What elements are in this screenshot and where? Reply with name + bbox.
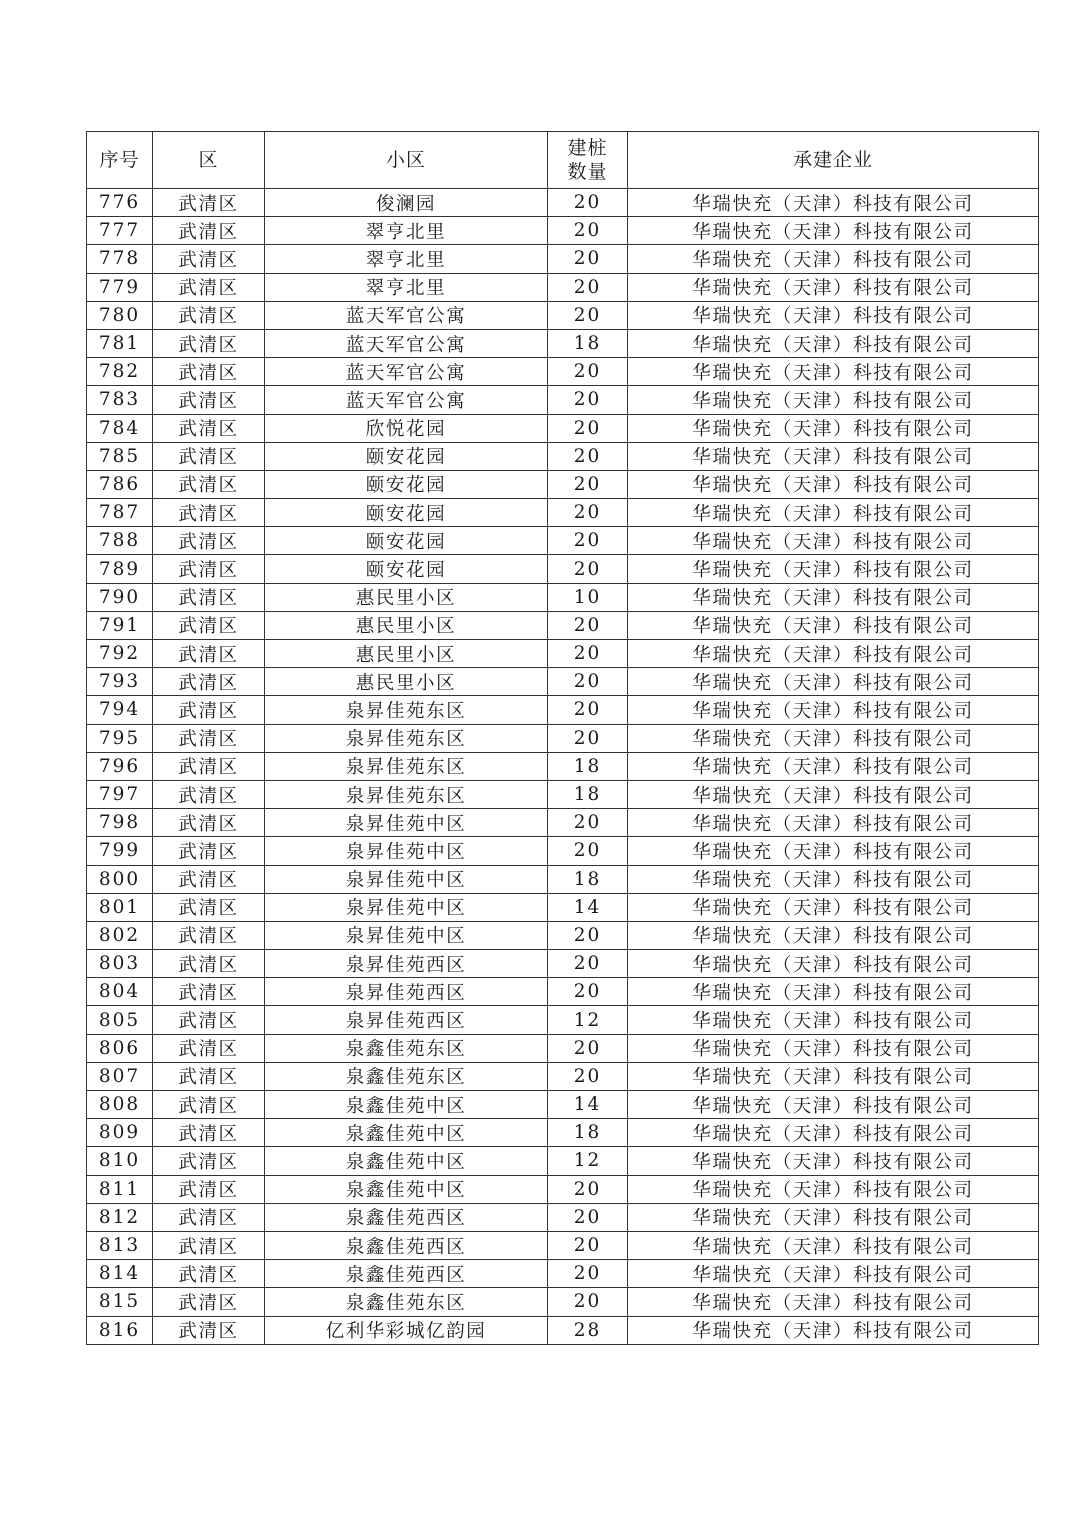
cell-company: 华瑞快充（天津）科技有限公司 [628, 1175, 1039, 1203]
cell-district: 武清区 [153, 189, 265, 217]
cell-piles: 20 [548, 1260, 628, 1288]
cell-seq: 784 [87, 414, 153, 442]
cell-company: 华瑞快充（天津）科技有限公司 [628, 555, 1039, 583]
cell-company: 华瑞快充（天津）科技有限公司 [628, 273, 1039, 301]
cell-district: 武清区 [153, 780, 265, 808]
cell-district: 武清区 [153, 893, 265, 921]
cell-company: 华瑞快充（天津）科技有限公司 [628, 1062, 1039, 1090]
cell-community: 颐安花园 [265, 470, 548, 498]
table-row [87, 442, 1039, 470]
table-row [87, 950, 1039, 978]
cell-piles: 20 [548, 499, 628, 527]
cell-piles: 20 [548, 386, 628, 414]
header-piles-line1: 建桩 [567, 137, 608, 159]
cell-piles: 20 [548, 921, 628, 949]
table-row [87, 189, 1039, 217]
cell-community: 泉鑫佳苑中区 [265, 1119, 548, 1147]
cell-company: 华瑞快充（天津）科技有限公司 [628, 414, 1039, 442]
cell-community: 蓝天军官公寓 [265, 329, 548, 357]
table-row [87, 1203, 1039, 1231]
cell-seq: 811 [87, 1175, 153, 1203]
cell-company: 华瑞快充（天津）科技有限公司 [628, 950, 1039, 978]
table-row [87, 555, 1039, 583]
cell-community: 惠民里小区 [265, 640, 548, 668]
cell-piles: 20 [548, 1034, 628, 1062]
cell-community: 泉昇佳苑西区 [265, 950, 548, 978]
cell-community: 泉鑫佳苑东区 [265, 1034, 548, 1062]
cell-seq: 780 [87, 301, 153, 329]
cell-community: 泉昇佳苑中区 [265, 809, 548, 837]
cell-company: 华瑞快充（天津）科技有限公司 [628, 780, 1039, 808]
cell-company: 华瑞快充（天津）科技有限公司 [628, 809, 1039, 837]
cell-district: 武清区 [153, 555, 265, 583]
cell-community: 泉昇佳苑中区 [265, 921, 548, 949]
cell-community: 泉昇佳苑中区 [265, 893, 548, 921]
cell-piles: 14 [548, 1091, 628, 1119]
cell-piles: 20 [548, 414, 628, 442]
cell-seq: 808 [87, 1091, 153, 1119]
cell-piles: 20 [548, 358, 628, 386]
cell-seq: 794 [87, 696, 153, 724]
cell-district: 武清区 [153, 668, 265, 696]
table-row [87, 1260, 1039, 1288]
table-row [87, 640, 1039, 668]
table-row [87, 1175, 1039, 1203]
cell-district: 武清区 [153, 273, 265, 301]
table-row [87, 329, 1039, 357]
cell-district: 武清区 [153, 1034, 265, 1062]
cell-seq: 806 [87, 1034, 153, 1062]
table-row [87, 1316, 1039, 1344]
cell-district: 武清区 [153, 442, 265, 470]
table-row [87, 1119, 1039, 1147]
table-row [87, 724, 1039, 752]
cell-company: 华瑞快充（天津）科技有限公司 [628, 837, 1039, 865]
cell-district: 武清区 [153, 329, 265, 357]
cell-district: 武清区 [153, 1091, 265, 1119]
cell-company: 华瑞快充（天津）科技有限公司 [628, 1260, 1039, 1288]
cell-community: 泉鑫佳苑东区 [265, 1062, 548, 1090]
cell-seq: 786 [87, 470, 153, 498]
cell-seq: 803 [87, 950, 153, 978]
cell-district: 武清区 [153, 499, 265, 527]
cell-district: 武清区 [153, 921, 265, 949]
cell-district: 武清区 [153, 640, 265, 668]
cell-seq: 812 [87, 1203, 153, 1231]
cell-district: 武清区 [153, 1231, 265, 1259]
cell-seq: 791 [87, 611, 153, 639]
cell-community: 俊澜园 [265, 189, 548, 217]
cell-district: 武清区 [153, 245, 265, 273]
cell-piles: 20 [548, 527, 628, 555]
cell-seq: 783 [87, 386, 153, 414]
cell-seq: 792 [87, 640, 153, 668]
cell-piles: 14 [548, 893, 628, 921]
cell-community: 泉昇佳苑东区 [265, 696, 548, 724]
cell-company: 华瑞快充（天津）科技有限公司 [628, 1316, 1039, 1344]
cell-district: 武清区 [153, 1147, 265, 1175]
cell-seq: 787 [87, 499, 153, 527]
cell-piles: 20 [548, 1231, 628, 1259]
cell-piles: 20 [548, 668, 628, 696]
table-row [87, 865, 1039, 893]
cell-district: 武清区 [153, 1175, 265, 1203]
table-row [87, 696, 1039, 724]
cell-district: 武清区 [153, 1119, 265, 1147]
table-row [87, 499, 1039, 527]
cell-piles: 20 [548, 301, 628, 329]
table-row [87, 1147, 1039, 1175]
cell-company: 华瑞快充（天津）科技有限公司 [628, 978, 1039, 1006]
table-row [87, 245, 1039, 273]
cell-piles: 20 [548, 611, 628, 639]
table-row [87, 414, 1039, 442]
cell-district: 武清区 [153, 978, 265, 1006]
header-seq: 序号 [87, 132, 153, 189]
table-row [87, 386, 1039, 414]
cell-company: 华瑞快充（天津）科技有限公司 [628, 329, 1039, 357]
cell-community: 泉昇佳苑西区 [265, 1006, 548, 1034]
cell-piles: 20 [548, 470, 628, 498]
cell-community: 泉昇佳苑中区 [265, 837, 548, 865]
table-row [87, 1091, 1039, 1119]
cell-piles: 20 [548, 978, 628, 1006]
cell-district: 武清区 [153, 1062, 265, 1090]
cell-district: 武清区 [153, 1203, 265, 1231]
cell-community: 蓝天军官公寓 [265, 301, 548, 329]
cell-seq: 785 [87, 442, 153, 470]
cell-company: 华瑞快充（天津）科技有限公司 [628, 1288, 1039, 1316]
cell-seq: 782 [87, 358, 153, 386]
cell-district: 武清区 [153, 950, 265, 978]
cell-community: 惠民里小区 [265, 668, 548, 696]
cell-company: 华瑞快充（天津）科技有限公司 [628, 1119, 1039, 1147]
cell-piles: 12 [548, 1147, 628, 1175]
cell-community: 泉鑫佳苑西区 [265, 1231, 548, 1259]
cell-company: 华瑞快充（天津）科技有限公司 [628, 1034, 1039, 1062]
cell-company: 华瑞快充（天津）科技有限公司 [628, 893, 1039, 921]
cell-piles: 18 [548, 329, 628, 357]
cell-district: 武清区 [153, 527, 265, 555]
cell-seq: 781 [87, 329, 153, 357]
table-row [87, 1231, 1039, 1259]
header-piles [548, 132, 628, 189]
cell-community: 亿利华彩城亿韵园 [265, 1316, 548, 1344]
cell-company: 华瑞快充（天津）科技有限公司 [628, 358, 1039, 386]
cell-company: 华瑞快充（天津）科技有限公司 [628, 217, 1039, 245]
charging-pile-table [86, 131, 1039, 1345]
table-row [87, 809, 1039, 837]
cell-district: 武清区 [153, 865, 265, 893]
table-header [87, 132, 1039, 189]
cell-company: 华瑞快充（天津）科技有限公司 [628, 1147, 1039, 1175]
cell-community: 泉鑫佳苑中区 [265, 1175, 548, 1203]
cell-district: 武清区 [153, 724, 265, 752]
cell-seq: 805 [87, 1006, 153, 1034]
cell-piles: 18 [548, 865, 628, 893]
cell-company: 华瑞快充（天津）科技有限公司 [628, 1203, 1039, 1231]
cell-community: 翠亨北里 [265, 273, 548, 301]
table-row [87, 301, 1039, 329]
cell-piles: 20 [548, 809, 628, 837]
cell-community: 泉鑫佳苑西区 [265, 1203, 548, 1231]
cell-company: 华瑞快充（天津）科技有限公司 [628, 442, 1039, 470]
table-row [87, 1034, 1039, 1062]
table-row [87, 893, 1039, 921]
table-row [87, 837, 1039, 865]
cell-piles: 20 [548, 1175, 628, 1203]
cell-piles: 20 [548, 640, 628, 668]
cell-district: 武清区 [153, 217, 265, 245]
cell-piles: 20 [548, 189, 628, 217]
table-body [87, 189, 1039, 1345]
cell-company: 华瑞快充（天津）科技有限公司 [628, 470, 1039, 498]
cell-seq: 801 [87, 893, 153, 921]
cell-district: 武清区 [153, 1316, 265, 1344]
cell-community: 泉昇佳苑东区 [265, 780, 548, 808]
cell-company: 华瑞快充（天津）科技有限公司 [628, 583, 1039, 611]
cell-district: 武清区 [153, 837, 265, 865]
cell-company: 华瑞快充（天津）科技有限公司 [628, 245, 1039, 273]
cell-seq: 798 [87, 809, 153, 837]
cell-seq: 809 [87, 1119, 153, 1147]
cell-piles: 20 [548, 837, 628, 865]
cell-piles: 28 [548, 1316, 628, 1344]
cell-district: 武清区 [153, 809, 265, 837]
cell-district: 武清区 [153, 752, 265, 780]
cell-seq: 810 [87, 1147, 153, 1175]
cell-seq: 793 [87, 668, 153, 696]
cell-district: 武清区 [153, 386, 265, 414]
table-row [87, 273, 1039, 301]
cell-community: 泉鑫佳苑东区 [265, 1288, 548, 1316]
cell-community: 惠民里小区 [265, 583, 548, 611]
cell-district: 武清区 [153, 301, 265, 329]
table-row [87, 358, 1039, 386]
cell-company: 华瑞快充（天津）科技有限公司 [628, 640, 1039, 668]
cell-piles: 12 [548, 1006, 628, 1034]
header-piles-line2: 数量 [567, 161, 608, 183]
cell-seq: 779 [87, 273, 153, 301]
cell-piles: 20 [548, 1203, 628, 1231]
cell-piles: 18 [548, 1119, 628, 1147]
cell-piles: 20 [548, 950, 628, 978]
table-row [87, 978, 1039, 1006]
header-row [87, 132, 1039, 189]
cell-seq: 777 [87, 217, 153, 245]
cell-seq: 807 [87, 1062, 153, 1090]
header-community: 小区 [265, 132, 548, 189]
cell-seq: 804 [87, 978, 153, 1006]
cell-community: 翠亨北里 [265, 245, 548, 273]
cell-piles: 20 [548, 1062, 628, 1090]
cell-company: 华瑞快充（天津）科技有限公司 [628, 189, 1039, 217]
cell-company: 华瑞快充（天津）科技有限公司 [628, 1231, 1039, 1259]
cell-community: 泉昇佳苑东区 [265, 752, 548, 780]
cell-district: 武清区 [153, 470, 265, 498]
table-row [87, 583, 1039, 611]
cell-piles: 18 [548, 780, 628, 808]
cell-seq: 802 [87, 921, 153, 949]
cell-community: 欣悦花园 [265, 414, 548, 442]
cell-district: 武清区 [153, 611, 265, 639]
cell-seq: 800 [87, 865, 153, 893]
cell-piles: 20 [548, 245, 628, 273]
cell-community: 泉鑫佳苑中区 [265, 1091, 548, 1119]
cell-district: 武清区 [153, 583, 265, 611]
table-row [87, 611, 1039, 639]
cell-seq: 790 [87, 583, 153, 611]
header-district: 区 [153, 132, 265, 189]
cell-company: 华瑞快充（天津）科技有限公司 [628, 724, 1039, 752]
cell-company: 华瑞快充（天津）科技有限公司 [628, 499, 1039, 527]
cell-seq: 776 [87, 189, 153, 217]
cell-community: 蓝天军官公寓 [265, 386, 548, 414]
cell-community: 惠民里小区 [265, 611, 548, 639]
table-row [87, 780, 1039, 808]
cell-community: 泉鑫佳苑中区 [265, 1147, 548, 1175]
table-row [87, 752, 1039, 780]
cell-community: 颐安花园 [265, 442, 548, 470]
cell-seq: 796 [87, 752, 153, 780]
cell-community: 颐安花园 [265, 499, 548, 527]
table-row [87, 1288, 1039, 1316]
cell-seq: 797 [87, 780, 153, 808]
table-row [87, 668, 1039, 696]
cell-seq: 789 [87, 555, 153, 583]
cell-piles: 20 [548, 696, 628, 724]
cell-seq: 778 [87, 245, 153, 273]
cell-company: 华瑞快充（天津）科技有限公司 [628, 696, 1039, 724]
table-row [87, 527, 1039, 555]
cell-piles: 20 [548, 273, 628, 301]
cell-piles: 10 [548, 583, 628, 611]
cell-company: 华瑞快充（天津）科技有限公司 [628, 527, 1039, 555]
cell-district: 武清区 [153, 358, 265, 386]
cell-community: 蓝天军官公寓 [265, 358, 548, 386]
cell-seq: 815 [87, 1288, 153, 1316]
cell-seq: 799 [87, 837, 153, 865]
cell-company: 华瑞快充（天津）科技有限公司 [628, 865, 1039, 893]
cell-community: 颐安花园 [265, 527, 548, 555]
cell-district: 武清区 [153, 696, 265, 724]
cell-district: 武清区 [153, 414, 265, 442]
cell-piles: 20 [548, 217, 628, 245]
cell-community: 泉昇佳苑中区 [265, 865, 548, 893]
table-row [87, 470, 1039, 498]
table-row [87, 1062, 1039, 1090]
cell-community: 泉昇佳苑西区 [265, 978, 548, 1006]
cell-company: 华瑞快充（天津）科技有限公司 [628, 301, 1039, 329]
cell-seq: 788 [87, 527, 153, 555]
cell-company: 华瑞快充（天津）科技有限公司 [628, 611, 1039, 639]
cell-seq: 795 [87, 724, 153, 752]
header-company: 承建企业 [628, 132, 1039, 189]
cell-piles: 20 [548, 724, 628, 752]
cell-seq: 813 [87, 1231, 153, 1259]
cell-community: 翠亨北里 [265, 217, 548, 245]
cell-company: 华瑞快充（天津）科技有限公司 [628, 752, 1039, 780]
cell-community: 泉昇佳苑东区 [265, 724, 548, 752]
cell-company: 华瑞快充（天津）科技有限公司 [628, 1006, 1039, 1034]
cell-seq: 816 [87, 1316, 153, 1344]
cell-district: 武清区 [153, 1006, 265, 1034]
cell-piles: 18 [548, 752, 628, 780]
table-row [87, 1006, 1039, 1034]
cell-piles: 20 [548, 555, 628, 583]
cell-company: 华瑞快充（天津）科技有限公司 [628, 921, 1039, 949]
cell-company: 华瑞快充（天津）科技有限公司 [628, 1091, 1039, 1119]
cell-community: 颐安花园 [265, 555, 548, 583]
cell-district: 武清区 [153, 1288, 265, 1316]
cell-company: 华瑞快充（天津）科技有限公司 [628, 386, 1039, 414]
cell-district: 武清区 [153, 1260, 265, 1288]
cell-company: 华瑞快充（天津）科技有限公司 [628, 668, 1039, 696]
cell-piles: 20 [548, 1288, 628, 1316]
cell-piles: 20 [548, 442, 628, 470]
cell-community: 泉鑫佳苑西区 [265, 1260, 548, 1288]
cell-seq: 814 [87, 1260, 153, 1288]
table-row [87, 217, 1039, 245]
table-row [87, 921, 1039, 949]
